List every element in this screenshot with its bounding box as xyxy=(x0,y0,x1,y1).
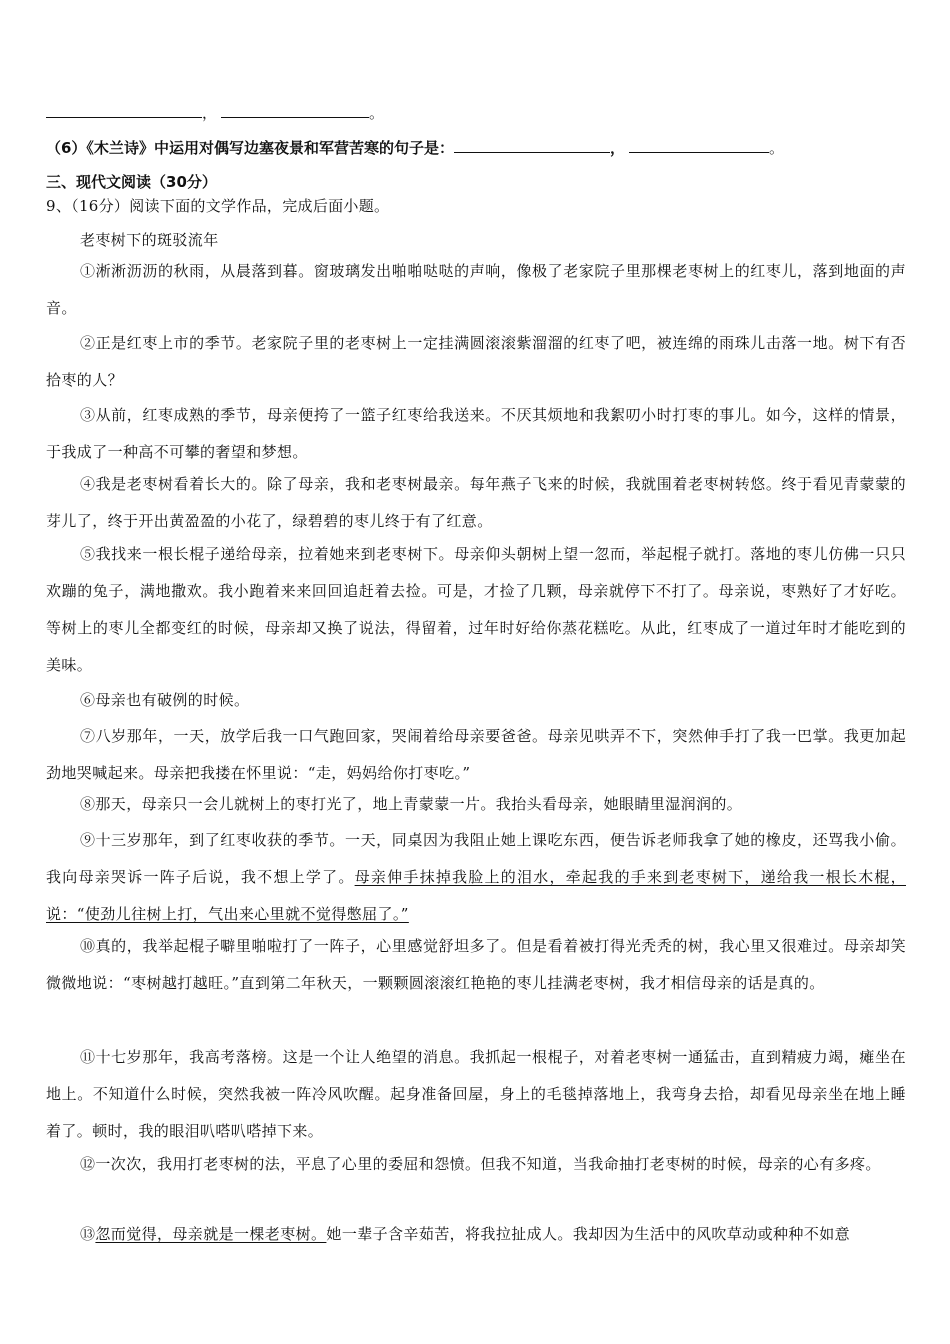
paragraph-5: ⑤我找来一根长棍子递给母亲，拉着她来到老枣树下。母亲仰头朝树上望一忽而，举起棍子就打。落地的枣儿仿佛一只只欢蹦的兔子，满地撒欢。我小跑着来来回回追赶着去捡。可是，才捡了几颗，母亲就停下不打了。母亲说，枣熟好了才好吃。等树上的枣儿全都变红的时候，母亲却又换了说法，得留着，过年时好给你蒸花糕吃。从此，红枣成了一道过年时才能吃到的美味。 xyxy=(46,545,906,674)
paragraph-4: ④我是老枣树看着长大的。除了母亲，我和老枣树最亲。每年燕子飞来的时候，我就围着老枣树转悠。终于看见青蒙蒙的芽儿了，终于开出黄盈盈的小花了，绿碧碧的枣儿终于有了红意。 xyxy=(46,475,906,530)
paragraph-1: ①淅淅沥沥的秋雨，从晨落到暮。窗玻璃发出啪啪哒哒的声响，像极了老家院子里那棵老枣树上的红枣儿，落到地面的声音。 xyxy=(46,262,906,317)
paragraph-9-text: ⑨十三岁那年，到了红枣收获的季节。一天，同桌因为我阻止她上课吃东西，便告诉老师我拿了她的橡皮，还骂我小偷。我向母亲哭诉一阵子后说，我不想上学了。 xyxy=(46,831,906,886)
paragraph-6: ⑥母亲也有破例的时候。 xyxy=(80,691,250,709)
paragraph-11: ⑪十七岁那年，我高考落榜。这是一个让人绝望的消息。我抓起一根棍子，对着老枣树一通猛击，直到精疲力竭，瘫坐在地上。不知道什么时候，突然我被一阵冷风吹醒。起身准备回屋，身上的毛毯掉落地上，我弯身去拾，却看见母亲坐在地上睡着了。顿时，我的眼泪叭嗒叭嗒掉下来。 xyxy=(46,1048,906,1140)
paragraph-2: ②正是红枣上市的季节。老家院子里的老枣树上一定挂满圆滚滚紫溜溜的红枣了吧，被连绵的雨珠儿击落一地。树下有否拾枣的人？ xyxy=(46,334,906,389)
question-6 xyxy=(46,138,784,158)
q6-answer-blank-1[interactable] xyxy=(454,138,610,153)
article-title: 老枣树下的斑驳流年 xyxy=(80,231,219,249)
paragraph-3: ③从前，红枣成熟的季节，母亲便挎了一篮子红枣给我送来。不厌其烦地和我絮叨小时打枣的事儿。如今，这样的情景，于我成了一种高不可攀的奢望和梦想。 xyxy=(46,406,906,461)
answer-blank-2[interactable] xyxy=(221,103,369,118)
q6-end: 。 xyxy=(768,139,784,157)
paragraph-8: ⑧那天，母亲只一会儿就树上的枣打光了，地上青蒙蒙一片。我抬头看母亲，她眼睛里湿润润的。 xyxy=(80,795,743,813)
paragraph-13-text: 她一辈子含辛茹苦，将我拉扯成人。我却因为生活中的风吹草动或种种不如意 xyxy=(326,1225,851,1243)
paragraph-13-underlined: 忽而觉得，母亲就是一棵老枣树。 xyxy=(95,1225,327,1243)
answer-blanks-row xyxy=(46,103,384,123)
blank-separator: ， xyxy=(202,104,218,122)
paragraph-12: ⑫一次次，我用打老枣树的法，平息了心里的委屈和怨愤。但我不知道，当我命抽打老枣树的时候，母亲的心有多疼。 xyxy=(80,1155,881,1173)
q6-answer-blank-2[interactable] xyxy=(629,138,769,153)
section-heading: 三、现代文阅读（30分） xyxy=(46,173,217,191)
question-9-prompt: 9、（16分）阅读下面的文学作品，完成后面小题。 xyxy=(46,197,390,215)
answer-blank-1[interactable] xyxy=(46,103,202,118)
paragraph-9 xyxy=(46,822,906,933)
blank-end: 。 xyxy=(369,104,385,122)
paragraph-10: ⑩真的，我举起棍子噼里啪啦打了一阵子，心里感觉舒坦多了。但是看着被打得光秃秃的树，我心里又很难过。母亲却笑微微地说：“枣树越打越旺。”直到第二年秋天，一颗颗圆滚滚红艳艳的枣儿挂满老枣树，我才相信母亲的话是真的。 xyxy=(46,937,906,992)
q6-separator: ， xyxy=(609,139,625,157)
question-6-text: （6）《木兰诗》中运用对偶写边塞夜景和军营苦寒的句子是： xyxy=(46,139,454,157)
paragraph-13 xyxy=(46,1216,906,1253)
paragraph-9-underlined: 母亲伸手抹掉我脸上的泪水，牵起我的手来到老枣树下，递给我一根长木棍，说：“使劲儿往树上打，气出来心里就不觉得憋屈了。” xyxy=(46,868,906,923)
paragraph-7: ⑦八岁那年，一天，放学后我一口气跑回家，哭闹着给母亲要爸爸。母亲见哄弄不下，突然伸手打了我一巴掌。我更加起劲地哭喊起来。母亲把我搂在怀里说：“走，妈妈给你打枣吃。” xyxy=(46,727,906,782)
paragraph-13-number: ⑬ xyxy=(80,1225,96,1243)
